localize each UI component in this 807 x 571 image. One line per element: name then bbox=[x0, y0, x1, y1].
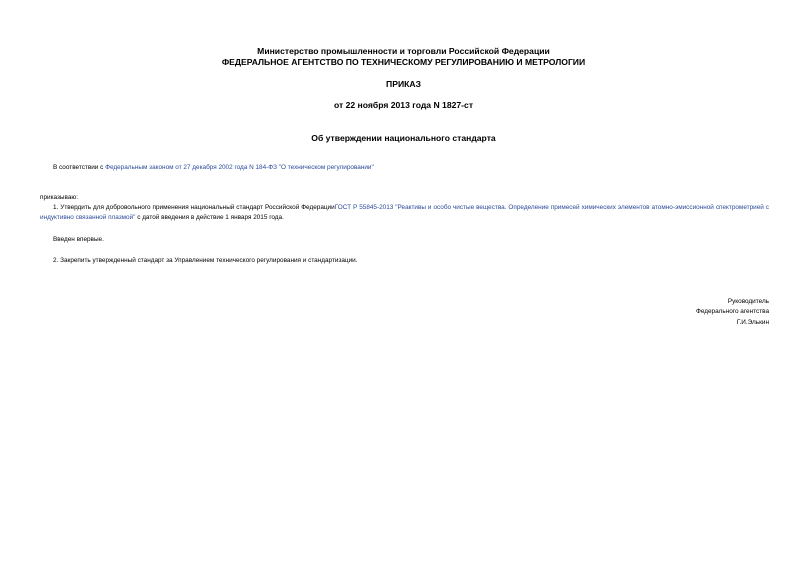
basis-prefix: В соответствии с bbox=[53, 164, 106, 171]
basis-paragraph bbox=[53, 163, 374, 172]
order-date-number: от 22 ноября 2013 года N 1827-ст bbox=[333, 100, 474, 110]
signature-position-2: Федерального агентства bbox=[695, 308, 769, 315]
federal-law-link[interactable]: Федеральным законом от 27 декабря 2002 года N 184-ФЗ "О техническом регулировании" bbox=[105, 164, 374, 171]
order-subject: Об утверждении национального стандарта bbox=[311, 133, 496, 143]
agency-title: ФЕДЕРАЛЬНОЕ АГЕНТСТВО ПО ТЕХНИЧЕСКОМУ РЕГУЛИРОВАНИЮ И МЕТРОЛОГИИ bbox=[221, 57, 586, 67]
signature-name: Г.И.Элькин bbox=[736, 319, 769, 326]
item-1-suffix: с датой введения в действие 1 января 2015 года. bbox=[135, 214, 284, 221]
ministry-title: Министерство промышленности и торговли Российской Федерации bbox=[257, 46, 550, 56]
item-1-prefix: 1. Утвердить для добровольного применения национальный стандарт Российской Федерации bbox=[53, 204, 335, 211]
document-type: ПРИКАЗ bbox=[386, 79, 421, 89]
item-2-paragraph: 2. Закрепить утвержденный стандарт за Управлением технического регулирования и стандартизации. bbox=[53, 257, 358, 264]
intro-note: Введен впервые. bbox=[53, 236, 104, 243]
gost-standard-link[interactable]: ГОСТ Р 55845-2013 "Реактивы и особо чистые вещества. Определение примесей химических элементов атомно-эмиссионной спектрометрией с индуктивно связанной плазмой" bbox=[40, 204, 769, 221]
item-1-paragraph bbox=[40, 203, 769, 223]
signature-position-1: Руководитель bbox=[727, 298, 769, 305]
order-word: приказываю: bbox=[40, 194, 78, 201]
